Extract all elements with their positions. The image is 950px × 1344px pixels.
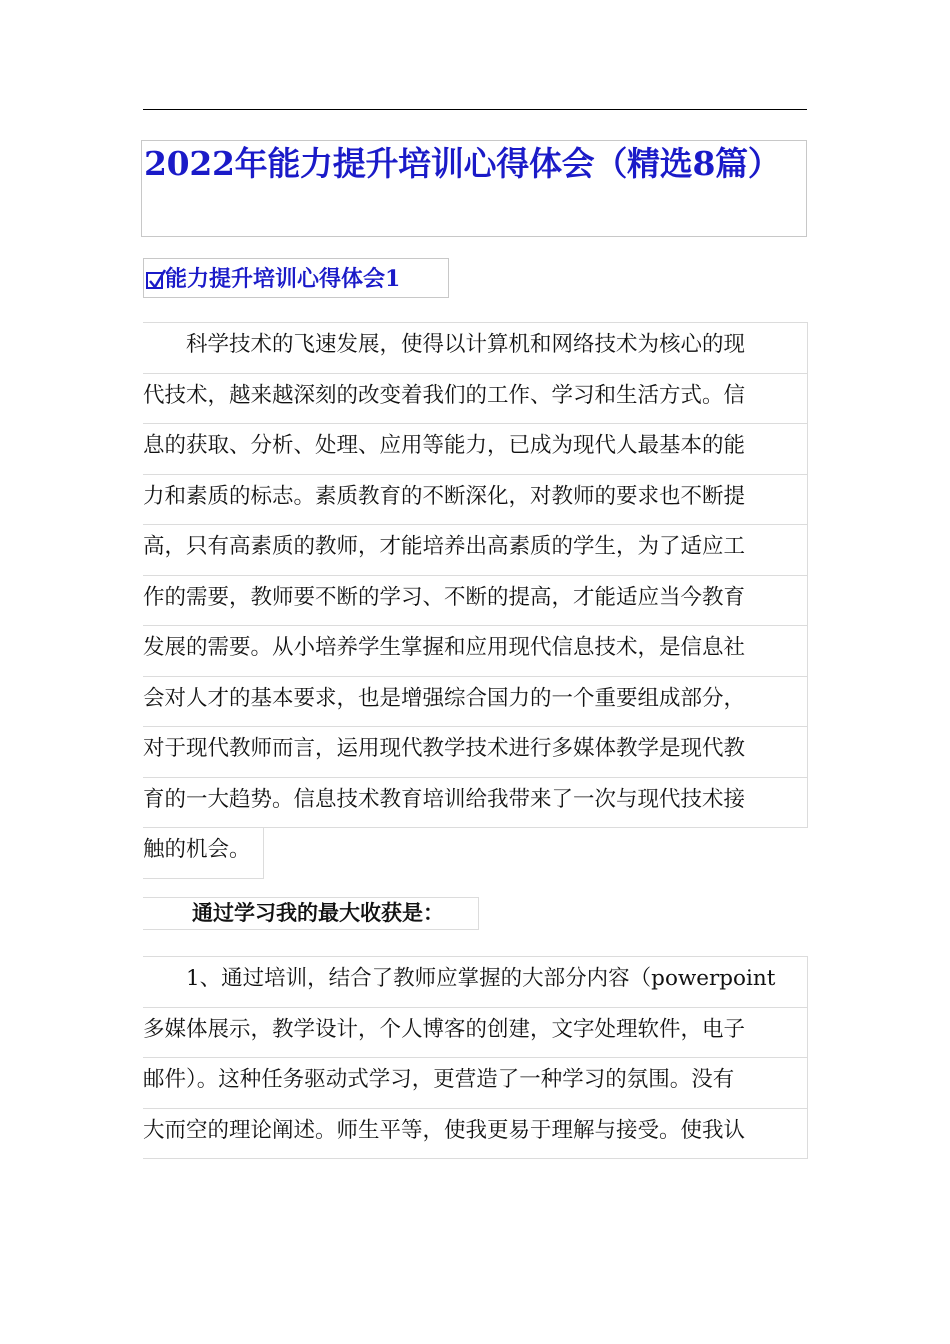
text-line: 多媒体展示，教学设计，个人博客的创建，文字处理软件，电子 — [143, 1016, 746, 1042]
text-line: 力和素质的标志。素质教育的不断深化，对教师的要求也不断提 — [143, 483, 746, 509]
text-line: 1、通过培训，结合了教师应掌握的大部分内容（powerpoint — [143, 966, 776, 991]
text-line: 息的获取、分析、处理、应用等能力，已成为现代人最基本的能 — [143, 433, 746, 458]
text-line: 发展的需要。从小培养学生掌握和应用现代信息技术，是信息社 — [143, 635, 746, 660]
section-heading — [146, 262, 400, 293]
section-heading-text: 能力提升培训心得体会1 — [165, 266, 401, 292]
text-line: 作的需要，教师要不断的学习、不断的提高，才能适应当今教育 — [143, 584, 746, 610]
text-line: 科学技术的飞速发展，使得以计算机和网络技术为核心的现 — [143, 332, 746, 357]
document-title: 2022年能力提升培训心得体会（精选8篇） — [144, 144, 781, 183]
text-line: 邮件）。这种任务驱动式学习，更营造了一种学习的氛围。没有 — [143, 1067, 735, 1092]
text-line: 代技术，越来越深刻的改变着我们的工作、学习和生活方式。信 — [143, 382, 746, 408]
checkbox-icon — [146, 272, 163, 289]
text-line: 高，只有高素质的教师，才能培养出高素质的学生，为了适应工 — [143, 534, 746, 559]
text-line: 育的一大趋势。信息技术教育培训给我带来了一次与现代技术接 — [143, 786, 746, 812]
text-line: 对于现代教师而言，运用现代教学技术进行多媒体教学是现代教 — [143, 736, 746, 761]
text-line: 会对人才的基本要求，也是增强综合国力的一个重要组成部分， — [143, 685, 746, 711]
sub-heading: 通过学习我的最大收获是： — [192, 900, 444, 925]
text-line: 触的机会。 — [143, 837, 251, 862]
top-rule — [143, 109, 807, 110]
text-line: 大而空的理论阐述。师生平等，使我更易于理解与接受。使我认 — [143, 1117, 746, 1143]
